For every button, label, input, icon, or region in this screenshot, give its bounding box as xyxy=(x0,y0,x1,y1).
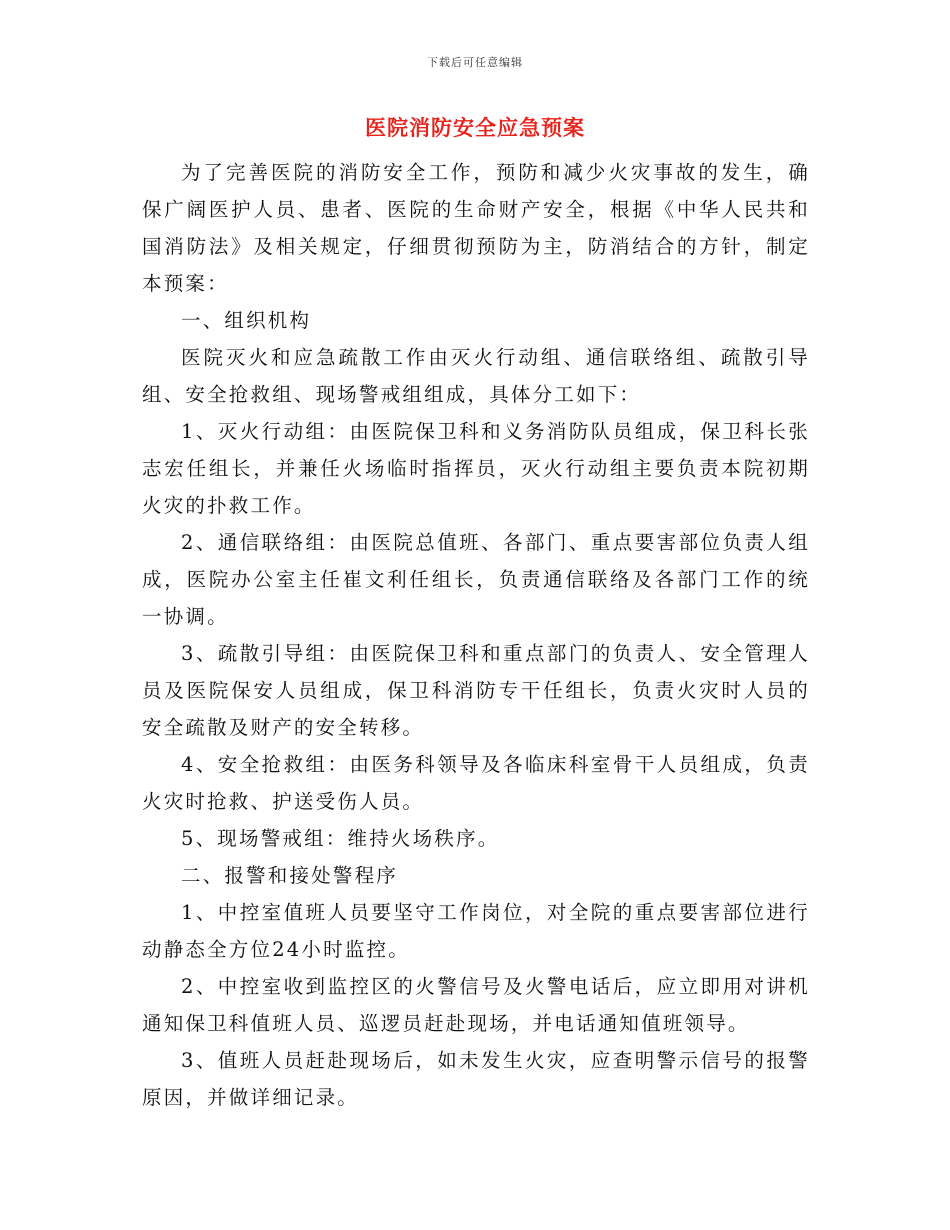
paragraph-communication-group: 2、通信联络组：由医院总值班、各部门、重点要害部位负责人组成，医院办公室主任崔文利任组长，负责通信联络及各部门工作的统一协调。 xyxy=(142,531,810,628)
document-body xyxy=(142,154,810,1116)
paragraph-firefighting-group: 1、灭火行动组：由医院保卫科和义务消防队员组成，保卫科长张志宏任组长，并兼任火场临时指挥员，灭火行动组主要负责本院初期火灾的扑救工作。 xyxy=(142,420,810,517)
paragraph-alarm-2: 2、中控室收到监控区的火警信号及火警电话后，应立即用对讲机通知保卫科值班人员、巡逻员赶赴现场，并电话通知值班领导。 xyxy=(142,975,810,1035)
paragraph-evacuation-group: 3、疏散引导组：由医院保卫科和重点部门的负责人、安全管理人员及医院保安人员组成，保卫科消防专干任组长，负责火灾时人员的安全疏散及财产的安全转移。 xyxy=(142,642,810,739)
paragraph-organization: 医院灭火和应急疏散工作由灭火行动组、通信联络组、疏散引导组、安全抢救组、现场警戒组组成，具体分工如下： xyxy=(142,346,810,406)
section-heading-alarm: 二、报警和接处警程序 xyxy=(181,864,399,887)
paragraph-intro: 为了完善医院的消防安全工作，预防和减少火灾事故的发生，确保广阔医护人员、患者、医院的生命财产安全，根据《中华人民共和国消防法》及相关规定，仔细贯彻预防为主，防消结合的方针，制定本预案： xyxy=(142,161,810,295)
section-heading-organization: 一、组织机构 xyxy=(181,309,312,332)
paragraph-rescue-group: 4、安全抢救组：由医务科领导及各临床科室骨干人员组成，负责火灾时抢救、护送受伤人员。 xyxy=(142,753,810,813)
header-note: 下载后可任意编辑 xyxy=(427,56,523,69)
paragraph-cordon-group: 5、现场警戒组：维持火场秩序。 xyxy=(181,827,500,850)
document-title: 医院消防安全应急预案 xyxy=(365,116,585,140)
paragraph-alarm-3: 3、值班人员赶赴现场后，如未发生火灾，应查明警示信号的报警原因，并做详细记录。 xyxy=(142,1049,810,1109)
paragraph-alarm-1: 1、中控室值班人员要坚守工作岗位，对全院的重点要害部位进行动静态全方位24小时监控。 xyxy=(142,901,810,961)
